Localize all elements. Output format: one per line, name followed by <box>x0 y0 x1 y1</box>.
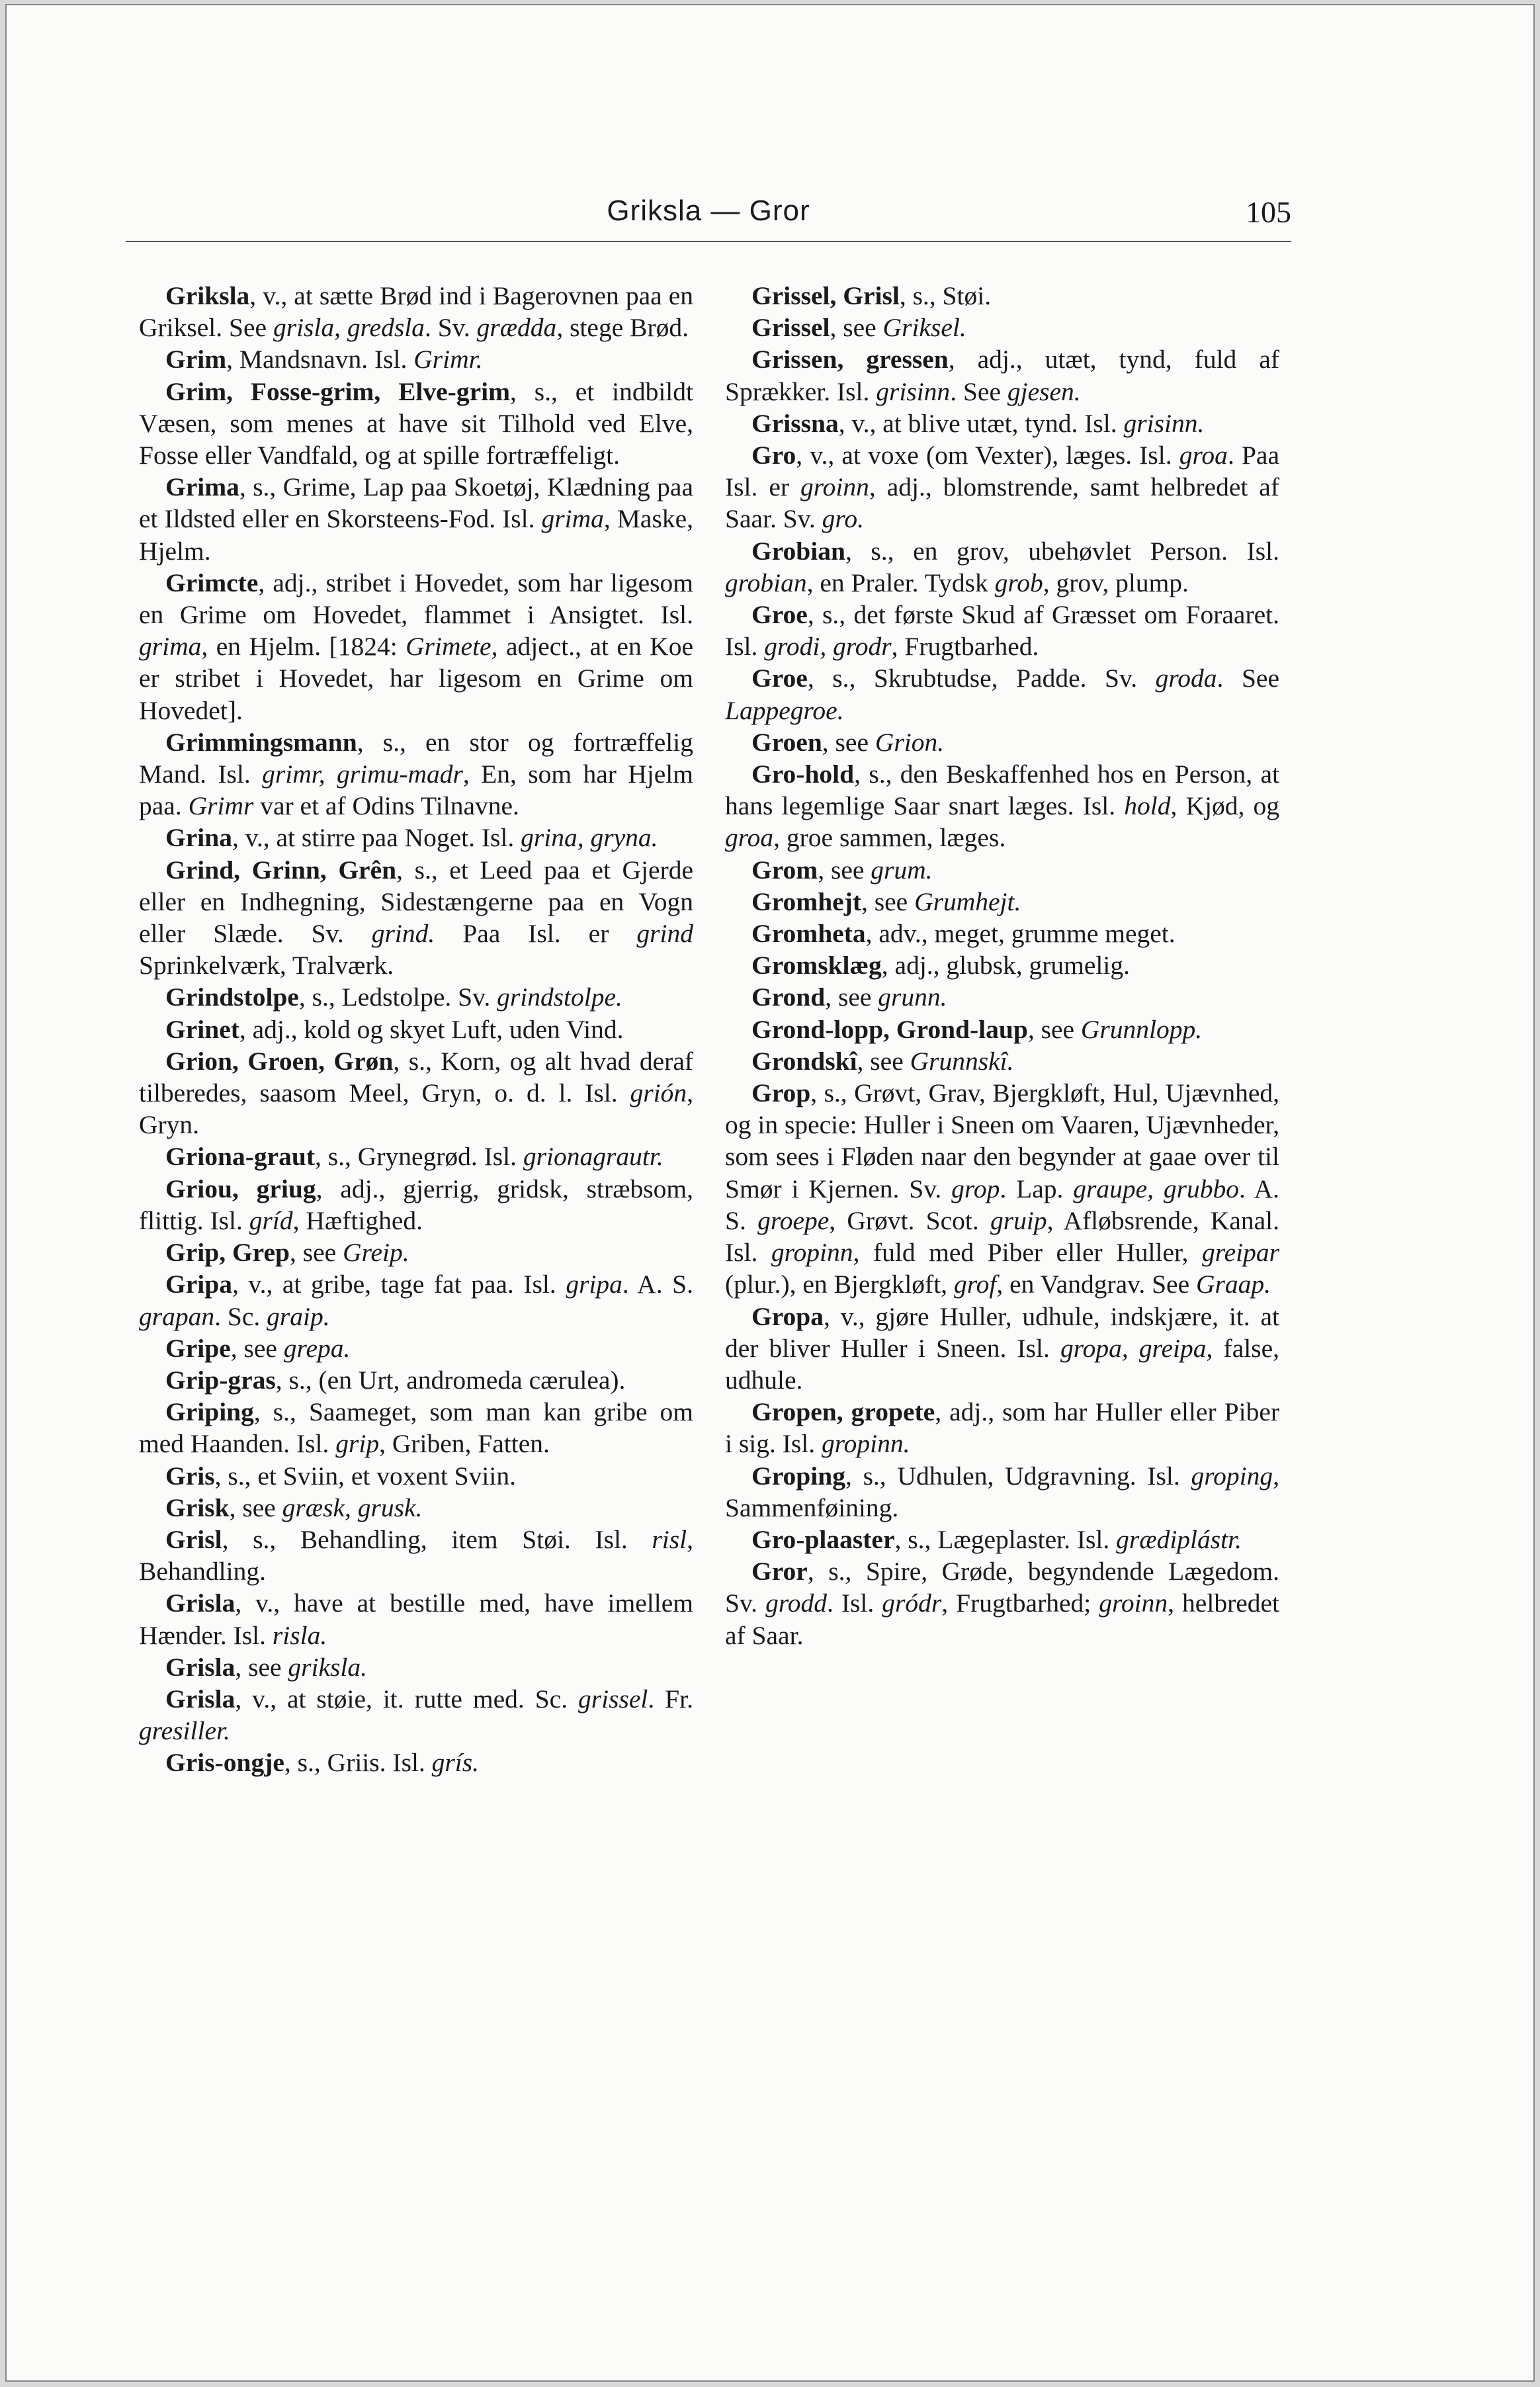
dictionary-entry <box>725 1460 1279 1524</box>
entry-text: , Behandling. <box>139 1524 693 1586</box>
entry-headword: Grina <box>165 823 232 853</box>
dictionary-entry <box>725 408 1279 439</box>
dictionary-entry <box>139 280 693 343</box>
entry-text: , Maske, Hjelm. <box>139 504 693 566</box>
entry-text: , helbredet af Saar. <box>725 1588 1280 1650</box>
dictionary-entry <box>725 1396 1279 1459</box>
page-number: 105 <box>1246 195 1291 229</box>
entry-text: , see <box>229 1493 282 1522</box>
entry-text: , s., en grov, ubehøvlet Person. Isl. <box>845 536 1279 566</box>
entry-text: , s., Støi. <box>899 281 992 310</box>
entry-text: , see <box>290 1238 343 1268</box>
entry-text: , s., (en Urt, andromeda cærulea). <box>275 1365 626 1395</box>
entry-text: , adject., at en Koe er stribet i Hovedet, har ligesom en Grime om Hovedet]. <box>139 632 693 725</box>
entry-text: , adj., glubsk, grumelig. <box>881 951 1131 980</box>
dictionary-page <box>5 4 1535 2382</box>
entry-text: , adj., stribet i Hovedet, som har ligesom en Grime om Hovedet, flammet i Ansigtet. Isl. <box>139 568 693 630</box>
dictionary-entry <box>139 1014 693 1045</box>
entry-text: , adj., gjerrig, gridsk, stræbsom, flittig. Isl. <box>139 1174 693 1235</box>
entry-italic-term: grind. <box>371 919 435 949</box>
dictionary-entry <box>725 535 1279 599</box>
entry-text: . Lap. <box>1000 1174 1074 1203</box>
entry-text: . See <box>1217 664 1279 693</box>
entry-italic-term: groinn <box>1099 1588 1168 1618</box>
entry-italic-term: groepe <box>757 1205 830 1235</box>
dictionary-entry <box>139 1173 693 1237</box>
right-column <box>725 280 1279 1651</box>
entry-text: , grov, plump. <box>1043 568 1189 597</box>
entry-italic-term: grina, gryna. <box>521 823 658 853</box>
entry-italic-term: gropa, greipa <box>1060 1333 1207 1363</box>
entry-italic-term: grionagrautr. <box>523 1142 663 1172</box>
entry-text: . Fr. <box>648 1684 693 1714</box>
entry-italic-term: graip. <box>267 1301 330 1331</box>
entry-italic-term: grapan <box>139 1301 215 1331</box>
dictionary-entry <box>725 949 1279 981</box>
entry-headword: Grisla <box>165 1588 235 1618</box>
entry-italic-term: gríd <box>249 1205 293 1235</box>
entry-text: , s., et Sviin, et voxent Sviin. <box>214 1461 516 1491</box>
entry-text: , s., Korn, og alt hvad deraf tilberedes, saasom Meel, Gryn, o. d. l. Isl. <box>139 1046 694 1108</box>
entry-text: , s., Lægeplaster. Isl. <box>894 1524 1117 1554</box>
entry-italic-term: grodi, grodr <box>764 632 892 662</box>
entry-text: . Isl. <box>826 1588 882 1618</box>
entry-text: , adj., som har Huller eller Piber i sig. Isl. <box>725 1397 1280 1459</box>
entry-headword: Grim, Fosse-grim, Elve-grim <box>165 376 510 406</box>
entry-text: , see <box>822 727 875 757</box>
entry-text: , Mandsnavn. Isl. <box>226 345 414 374</box>
entry-headword: Griou, griug <box>165 1174 316 1203</box>
dictionary-entry <box>725 1045 1279 1077</box>
entry-italic-term: Grimr <box>188 791 254 821</box>
entry-italic-term: groda <box>1155 664 1217 693</box>
entry-italic-term: risl <box>652 1524 687 1554</box>
entry-text: , adv., meget, grumme meget. <box>865 919 1176 949</box>
entry-italic-term: grima <box>541 504 604 534</box>
entry-italic-term: Grunnskî. <box>910 1046 1014 1076</box>
entry-italic-term: groa <box>725 823 774 853</box>
entry-text: , adj., kold og skyet Luft, uden Vind. <box>239 1014 624 1044</box>
entry-text: , s., Saameget, som man kan gribe om med Haanden. Isl. <box>139 1397 693 1459</box>
entry-text: , s., den Beskaffenhed hos en Person, at hans legemlige Saar snart læges. Isl. <box>725 760 1279 821</box>
entry-text: , s., det første Skud af Græsset om Foraaret. Isl. <box>725 600 1279 662</box>
entry-italic-term: Greip. <box>343 1238 409 1268</box>
entry-italic-term: grodd <box>765 1588 827 1618</box>
entry-text: , en Praler. Tydsk <box>806 568 995 597</box>
entry-text: , s., Behandling, item Støi. Isl. <box>222 1524 652 1554</box>
entry-text: , v., at sætte Brød ind i Bagerovnen paa en Griksel. See <box>139 281 693 343</box>
entry-text: , s., Grøvt, Grav, Bjergkløft, Hul, Ujævnhed, og in specie: Huller i Sneen om Vaaren, Ujævnheder, som sees i Fløden naar den begynder at gaae over til Smør i Kjernen. Sv. <box>725 1078 1279 1203</box>
entry-headword: Grima <box>165 472 239 502</box>
entry-headword: Grond-lopp, Grond-laup <box>751 1014 1028 1044</box>
entry-headword: Grind, Grinn, Grên <box>165 855 397 885</box>
entry-text: , see <box>861 887 915 916</box>
dictionary-entry <box>139 567 693 726</box>
entry-headword: Grim <box>165 345 227 374</box>
entry-italic-term: gropinn <box>771 1238 853 1268</box>
dictionary-entry <box>139 1045 693 1141</box>
dictionary-entry <box>139 1332 693 1364</box>
entry-headword: Grisla <box>165 1684 235 1714</box>
entry-headword: Gripe <box>165 1333 231 1363</box>
entry-italic-term: groping <box>1191 1461 1273 1491</box>
entry-text: , s., Udhulen, Udgravning. Isl. <box>845 1461 1191 1491</box>
entry-text: , s., Skrubtudse, Padde. Sv. <box>807 664 1156 693</box>
dictionary-entry <box>139 1268 693 1332</box>
entry-text: , Gryn. <box>139 1078 693 1140</box>
entry-text: , s., et Leed paa et Gjerde eller en Indhegning, Sidestængerne paa en Vogn eller Slæde. Sv. <box>139 855 694 949</box>
entry-italic-term: grís. <box>431 1748 480 1778</box>
entry-italic-term: grob <box>994 568 1043 597</box>
entry-italic-term: gródr <box>882 1588 942 1618</box>
entry-text: , v., at voxe (om Vexter), læges. Isl. <box>796 441 1179 470</box>
entry-headword: Griksla <box>165 281 250 310</box>
entry-text: , v., at stirre paa Noget. Isl. <box>232 823 521 853</box>
dictionary-entry <box>139 1747 693 1778</box>
dictionary-entry <box>139 343 693 375</box>
entry-italic-term: Lappegroe. <box>725 695 844 725</box>
entry-text: , En, som har Hjelm paa. <box>139 760 693 821</box>
dictionary-entry <box>725 1524 1279 1555</box>
dictionary-entry <box>139 1683 693 1747</box>
entry-italic-term: Grion. <box>875 727 945 757</box>
entry-text: . Sc. <box>214 1301 267 1331</box>
dictionary-entry <box>725 1077 1279 1300</box>
entry-text: , Griben, Fatten. <box>379 1429 550 1459</box>
entry-text: Sprinkelværk, Tralværk. <box>139 951 394 980</box>
dictionary-entry <box>725 599 1279 662</box>
dictionary-entry <box>139 1524 693 1587</box>
entry-text: , en Hjelm. [1824: <box>201 632 406 662</box>
entry-text: . A. S. <box>622 1270 693 1299</box>
entry-text: , Frugtbarhed. <box>891 632 1039 662</box>
page-header <box>126 195 1291 234</box>
entry-text: , v., at blive utæt, tynd. Isl. <box>838 408 1124 438</box>
dictionary-entry <box>725 280 1279 312</box>
entry-headword: Grimcte <box>165 568 259 597</box>
dictionary-entry <box>139 822 693 853</box>
entry-headword: Groe <box>751 664 808 693</box>
entry-headword: Grinet <box>165 1014 239 1044</box>
entry-headword: Grip-gras <box>165 1365 276 1395</box>
entry-text: , Sammenføining. <box>725 1461 1279 1522</box>
entry-italic-term: grunn. <box>878 982 947 1012</box>
entry-headword: Groen <box>751 727 822 757</box>
entry-text: , s., en stor og fortræffelig Mand. Isl. <box>139 727 693 789</box>
entry-headword: Grobian <box>751 536 845 566</box>
entry-text: , Afløbsrende, Kanal. Isl. <box>725 1205 1279 1268</box>
dictionary-entry <box>139 376 693 472</box>
entry-headword: Grond <box>751 982 826 1012</box>
entry-text: , v., gjøre Huller, udhule, indskjære, it. at der bliver Huller i Sneen. Isl. <box>725 1301 1279 1363</box>
entry-text: , fuld med Piber eller Huller, <box>853 1238 1202 1268</box>
dictionary-entry <box>725 312 1279 343</box>
entry-headword: Grissel, Grisl <box>751 281 900 310</box>
entry-text: , v., at gribe, tage fat paa. Isl. <box>232 1270 566 1299</box>
entry-text: , Grøvt. Scot. <box>829 1205 990 1235</box>
entry-headword: Gro-hold <box>751 760 855 789</box>
dictionary-entry <box>725 758 1279 854</box>
dictionary-entry <box>139 1237 693 1268</box>
entry-text: . Sv. <box>424 313 477 343</box>
entry-headword: Gropen, gropete <box>751 1397 935 1427</box>
entry-headword: Gropa <box>751 1301 824 1331</box>
entry-italic-term: grædiplástr. <box>1116 1524 1242 1554</box>
entry-headword: Grimmingsmann <box>165 727 357 757</box>
entry-text: . Paa Isl. er <box>725 441 1279 502</box>
entry-text: , see <box>230 1333 284 1363</box>
entry-italic-term: grisinn. <box>1123 408 1205 438</box>
entry-italic-term: gresiller. <box>139 1716 230 1746</box>
dictionary-entry <box>725 662 1279 726</box>
dictionary-entry <box>139 1141 693 1172</box>
dictionary-entry <box>139 726 693 822</box>
dictionary-entry <box>725 918 1279 949</box>
dictionary-entry <box>139 854 693 982</box>
entry-italic-term: gjesen. <box>1007 376 1081 406</box>
entry-headword: Grissna <box>751 408 839 438</box>
entry-text: , v., have at bestille med, have imellem Hænder. Isl. <box>139 1588 693 1650</box>
header-rule <box>126 241 1291 242</box>
entry-headword: Griping <box>165 1397 254 1427</box>
dictionary-entry <box>139 1651 693 1683</box>
entry-italic-term: Grimr. <box>413 345 483 374</box>
entry-italic-term: grissel <box>578 1684 648 1714</box>
entry-italic-term: grædda <box>476 313 557 343</box>
entry-headword: Gro-plaaster <box>751 1524 895 1554</box>
entry-text: , see <box>235 1652 288 1682</box>
entry-italic-term: grop <box>951 1174 1000 1203</box>
entry-headword: Grip, Grep <box>165 1238 290 1268</box>
entry-text: , s., Grime, Lap paa Skoetøj, Klædning paa et Ildsted eller en Skorsteens-Fod. Isl. <box>139 472 693 534</box>
entry-headword: Grondskî <box>751 1046 857 1076</box>
entry-headword: Gris <box>165 1461 215 1491</box>
entry-headword: Grom <box>751 855 818 885</box>
entry-italic-term: risla. <box>272 1620 327 1650</box>
entry-italic-term: groinn <box>800 472 869 502</box>
entry-headword: Grisla <box>165 1652 235 1682</box>
entry-headword: Grion, Groen, Grøn <box>165 1046 394 1076</box>
entry-headword: Grindstolpe <box>165 982 299 1012</box>
entry-italic-term: groa <box>1179 441 1228 470</box>
entry-italic-term: grepa. <box>283 1333 351 1363</box>
dictionary-entry <box>139 1587 693 1651</box>
entry-headword: Gris-ongje <box>165 1748 284 1778</box>
entry-text: , s., et indbildt Væsen, som menes at have sit Tilhold ved Elve, Fosse eller Vandfald, og at spille fortræffeligt. <box>139 376 693 470</box>
dictionary-entry <box>725 1555 1279 1651</box>
entry-headword: Gromhejt <box>751 887 862 916</box>
entry-italic-term: grum. <box>871 855 933 885</box>
entry-text: , s., Spire, Grøde, begyndende Lægedom. Sv. <box>725 1557 1279 1618</box>
dictionary-entry <box>139 1492 693 1524</box>
entry-italic-term: gripa <box>566 1270 622 1299</box>
entry-italic-term: Graap. <box>1195 1270 1271 1299</box>
dictionary-entry <box>725 1014 1279 1045</box>
entry-italic-term: grimr, grimu-madr <box>262 760 463 789</box>
entry-text: , s., Grynegrød. Isl. <box>315 1142 523 1172</box>
dictionary-entry <box>139 1460 693 1492</box>
dictionary-entry <box>725 1301 1279 1397</box>
entry-text: , v., at støie, it. rutte med. Sc. <box>235 1684 579 1714</box>
left-column <box>139 280 693 1779</box>
entry-italic-term: grof <box>953 1270 997 1299</box>
entry-text: , Kjød, og <box>1170 791 1279 821</box>
dictionary-entry <box>139 1396 693 1459</box>
entry-text: , see <box>857 1046 910 1076</box>
entry-text: Paa Isl. er <box>435 919 637 949</box>
entry-italic-term: gro. <box>822 504 864 534</box>
entry-text: , s., Griis. Isl. <box>284 1748 432 1778</box>
entry-italic-term: grima <box>139 632 202 662</box>
entry-headword: Gror <box>751 1557 808 1586</box>
entry-text: , see <box>830 313 883 343</box>
entry-text: , see <box>1027 1014 1081 1044</box>
entry-headword: Grisl <box>165 1524 222 1554</box>
entry-italic-term: greipar <box>1201 1238 1279 1268</box>
entry-headword: Grisk <box>165 1493 230 1522</box>
entry-headword: Gro <box>751 441 796 470</box>
entry-text: , adj., blomstrende, samt helbredet af Saar. Sv. <box>725 472 1279 534</box>
entry-italic-term: grobian <box>725 568 807 597</box>
entry-italic-term: grind <box>636 919 694 949</box>
entry-italic-term: grisinn <box>876 376 951 406</box>
entry-italic-term: Grumhejt. <box>914 887 1021 916</box>
entry-headword: Groping <box>751 1461 845 1491</box>
entry-text: , s., Ledstolpe. Sv. <box>298 982 497 1012</box>
entry-headword: Gromsklæg <box>751 951 882 980</box>
entry-italic-term: Grimete <box>406 632 492 662</box>
entry-italic-term: hold <box>1124 791 1171 821</box>
running-head: Griksla — Gror <box>607 195 810 227</box>
entry-text: var et af Odins Tilnavne. <box>253 791 519 821</box>
entry-text: . A. S. <box>725 1174 1279 1235</box>
entry-headword: Griona-graut <box>165 1142 316 1172</box>
entry-text: , groe sammen, læges. <box>773 823 1006 853</box>
dictionary-entry <box>725 886 1279 918</box>
entry-italic-term: gruip <box>990 1205 1047 1235</box>
dictionary-entry <box>725 343 1279 407</box>
dictionary-entry <box>725 439 1279 535</box>
dictionary-entry <box>139 981 693 1013</box>
entry-italic-term: griksla. <box>288 1652 367 1682</box>
entry-text: , see <box>825 982 878 1012</box>
entry-text: , Hæftighed. <box>292 1205 423 1235</box>
entry-text: (plur.), en Bjergkløft, <box>725 1270 954 1299</box>
dictionary-entry <box>725 726 1279 758</box>
entry-headword: Groe <box>751 600 808 630</box>
entry-text: , false, udhule. <box>725 1333 1279 1395</box>
entry-italic-term: Griksel. <box>882 313 966 343</box>
entry-italic-term: grip <box>335 1429 380 1459</box>
dictionary-entry <box>139 1364 693 1396</box>
entry-italic-term: graupe, grubbo <box>1073 1174 1240 1203</box>
dictionary-entry <box>725 981 1279 1013</box>
entry-italic-term: grisla, gredsla <box>273 313 425 343</box>
entry-headword: Grop <box>751 1078 811 1108</box>
entry-text: . See <box>950 376 1007 406</box>
entry-italic-term: gropinn. <box>821 1429 910 1459</box>
entry-italic-term: grión <box>630 1078 687 1108</box>
entry-headword: Gripa <box>165 1270 232 1299</box>
entry-italic-term: græsk, grusk. <box>282 1493 423 1522</box>
dictionary-entry <box>139 471 693 567</box>
entry-text: , en Vandgrav. See <box>996 1270 1196 1299</box>
entry-text: , stege Brød. <box>556 313 689 343</box>
entry-text: , adj., utæt, tynd, fuld af Sprækker. Isl. <box>725 345 1279 406</box>
entry-text: , see <box>818 855 871 885</box>
dictionary-entry <box>725 854 1279 886</box>
entry-headword: Gromheta <box>751 919 866 949</box>
entry-italic-term: Grunnlopp. <box>1080 1014 1203 1044</box>
entry-italic-term: grindstolpe. <box>497 982 622 1012</box>
entry-headword: Grissel <box>751 313 830 343</box>
entry-headword: Grissen, gressen <box>751 345 949 374</box>
entry-text: , Frugtbarhed; <box>941 1588 1099 1618</box>
